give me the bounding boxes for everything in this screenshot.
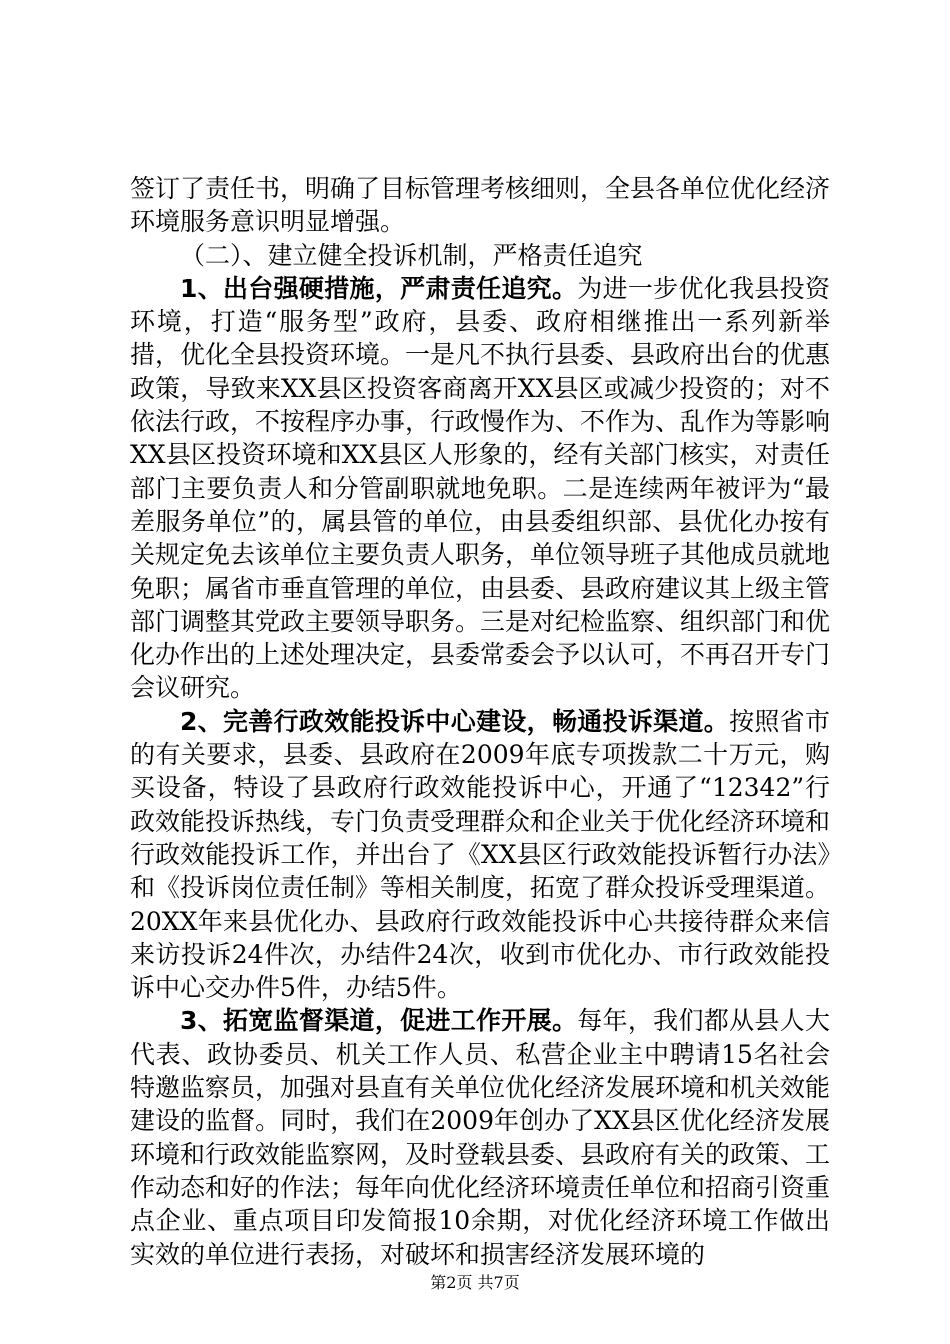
paragraph-item-1: [130, 272, 830, 705]
paragraph-lead: 2、完善行政效能投诉中心建设，畅通投诉渠道。: [180, 706, 730, 736]
paragraph-item-2: [130, 705, 830, 1005]
paragraph-lead: 3、拓宽监督渠道，促进工作开展。: [180, 1006, 578, 1036]
paragraph-text: 签订了责任书，明确了目标管理考核细则，全县各单位优化经济环境服务意识明显增强。: [130, 174, 831, 237]
paragraph-continuation: [130, 172, 830, 239]
paragraph-lead: 1、出台强硬措施，严肃责任追究。: [180, 273, 578, 303]
page-footer: [0, 1273, 950, 1293]
body-text: [130, 172, 830, 1271]
section-heading: [130, 239, 830, 272]
section-heading-text: （二）、建立健全投诉机制，严格责任追究: [180, 240, 643, 270]
paragraph-text: 每年，我们都从县人大代表、政协委员、机关工作人员、私营企业主中聘请15名社会特邀监察员，加强对县直有关单位优化经济发展环境和机关效能建设的监督。同时，我们在2009年创办了XX县区优化经济发展环境和行政效能监察网，及时登载县委、县政府有关的政策、工作动态和好的作法；每年向优化经济环境责任单位和招商引资重点企业、重点项目印发简报10余期，对优化经济环境工作做出实效的单位进行表扬，对破坏和损害经济发展环境的: [130, 1006, 831, 1269]
paragraph-text: 为进一步优化我县投资环境，打造“服务型”政府，县委、政府相继推出一系列新举措，优化全县投资环境。一是凡不执行县委、县政府出台的优惠政策，导致来XX县区投资客商离开XX县区或减少投资的；对不依法行政，不按程序办事，行政慢作为、不作为、乱作为等影响XX县区投资环境和XX县区人形象的，经有关部门核实，对责任部门主要负责人和分管副职就地免职。二是连续两年被评为“最差服务单位”的，属县管的单位，由县委组织部、县优化办按有关规定免去该单位主要负责人职务，单位领导班子其他成员就地免职；属省市垂直管理的单位，由县委、县政府建议其上级主管部门调整其党政主要领导职务。三是对纪检监察、组织部门和优化办作出的上述处理决定，县委常委会予以认可，不再召开专门会议研究。: [130, 273, 831, 703]
paragraph-item-3: [130, 1004, 830, 1270]
page-indicator: 第2页 共7页: [430, 1273, 520, 1292]
paragraph-text: 按照省市的有关要求，县委、县政府在2009年底专项拨款二十万元，购买设备，特设了县政府行政效能投诉中心，开通了“12342”行政效能投诉热线，专门负责受理群众和企业关于优化经济环境和行政效能投诉工作，并出台了《XX县区行政效能投诉暂行办法》和《投诉岗位责任制》等相关制度，拓宽了群众投诉受理渠道。20XX年来县优化办、县政府行政效能投诉中心共接待群众来信来访投诉24件次，办结件24次，收到市优化办、市行政效能投诉中心交办件5件，办结5件。: [130, 706, 831, 1003]
